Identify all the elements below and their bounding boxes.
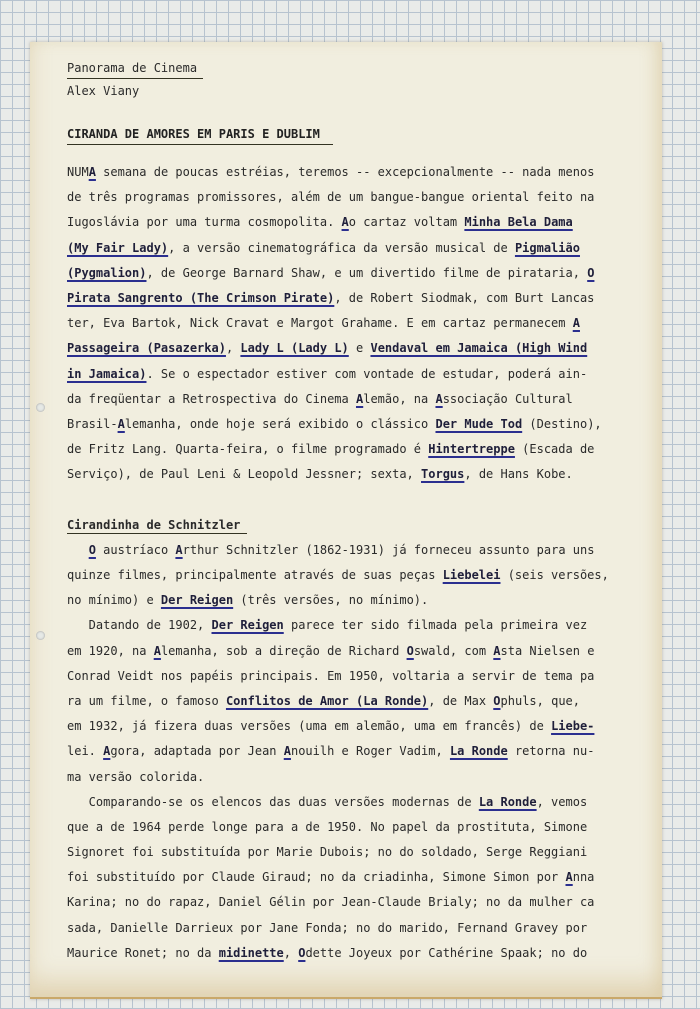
underlined-title: O (298, 945, 306, 960)
typewritten-page (30, 42, 662, 999)
text-line: em 1932, já fizera duas versões (uma em alemão, uma em francês) de Liebe- (67, 719, 595, 734)
text-line: de três programas promissores, além de um bangue-bangue oriental feito na (67, 190, 595, 205)
text-line: NUMA semana de poucas estréias, teremos -- excepcionalmente -- nada menos (67, 165, 595, 179)
underlined-title: midinette (218, 945, 284, 960)
text-line: Passageira (Pasazerka), Lady L (Lady L) e Vendaval em Jamaica (High Wind (67, 341, 588, 356)
underlined-title: Minha Bela Dama (464, 215, 573, 230)
underlined-title: A (103, 744, 111, 759)
underlined-title: (My Fair Lady) (67, 240, 169, 255)
underlined-title: A (435, 391, 443, 406)
underlined-title: A (88, 165, 96, 179)
text-line: Iugoslávia por uma turma cosmopolita. Ao cartaz voltam Minha Bela Dama (67, 215, 573, 230)
text-line: Serviço), de Paul Leni & Leopold Jessner; sexta, Torgus, de Hans Kobe. (67, 467, 573, 482)
header-block (67, 60, 203, 100)
text-line: Brasil-Alemanha, onde hoje será exibido o clássico Der Mude Tod (Destino), (67, 416, 602, 431)
article-title: CIRANDA DE AMORES EM PARIS E DUBLIM (67, 127, 320, 141)
text-line: de Fritz Lang. Quarta-feira, o filme programado é Hintertreppe (Escada de (67, 442, 595, 457)
underlined-title: La Ronde (449, 744, 508, 759)
text-line: foi substituído por Claude Giraud; no da criadinha, Simone Simon por Anna (67, 870, 595, 885)
underlined-title: A (572, 316, 580, 331)
underlined-title: O (493, 693, 501, 708)
underlined-title: O (88, 542, 96, 557)
text-line (67, 487, 627, 512)
underlined-title: Conflitos de Amor (La Ronde) (225, 693, 429, 708)
text-line: Signoret foi substituída por Marie Dubois; no do soldado, Serge Reggiani (67, 845, 588, 860)
underlined-title: A (117, 416, 125, 431)
punch-hole (36, 403, 45, 412)
text-line: in Jamaica). Se o espectador estiver com vontade de estudar, poderá ain- (67, 366, 588, 381)
text-line: ra um filme, o famoso Conflitos de Amor (La Ronde), de Max Ophuls, que, (67, 693, 580, 708)
text-line: Maurice Ronet; no da midinette, Odette Joyeux por Cathérine Spaak; no do (67, 945, 588, 960)
text-line: em 1920, na Alemanha, sob a direção de Richard Oswald, com Asta Nielsen e (67, 643, 595, 658)
text-line (67, 513, 627, 538)
text-line: (Pygmalion), de George Barnard Shaw, e um divertido filme de pirataria, O (67, 265, 595, 280)
text-line: ma versão colorida. (67, 769, 205, 784)
underlined-title: Liebe- (551, 719, 595, 734)
text-line: lei. Agora, adaptada por Jean Anouilh e Roger Vadim, La Ronde retorna nu- (67, 744, 595, 759)
underlined-title: A (355, 391, 364, 406)
underlined-title: Torgus (421, 467, 465, 482)
underlined-title: Lady L (Lady L) (240, 341, 349, 356)
underlined-title: La Ronde (478, 794, 537, 809)
text-line: Conrad Veidt nos papéis principais. Em 1950, voltaria a servir de tema pa (67, 668, 595, 683)
underlined-title: Der Reigen (211, 618, 284, 633)
underlined-title: Pigmalião (514, 240, 580, 255)
underlined-title: A (175, 542, 183, 557)
underlined-title: Der Mude Tod (435, 416, 523, 431)
underlined-title: A (283, 744, 291, 759)
underlined-title: Passageira (Pasazerka) (67, 341, 226, 356)
header-rule (67, 78, 203, 79)
text-line: ter, Eva Bartok, Nick Cravat e Margot Grahame. E em cartaz permanecem A (67, 316, 580, 331)
text-line: sada, Danielle Darrieux por Jane Fonda; no do marido, Fernand Gravey por (67, 920, 588, 935)
underlined-title: A (565, 870, 573, 885)
subheading: Cirandinha de Schnitzler (67, 517, 241, 532)
text-line: (My Fair Lady), a versão cinematográfica da versão musical de Pigmalião (67, 240, 580, 255)
text-line: Comparando-se os elencos das duas versões modernas de La Ronde, vemos (67, 794, 588, 809)
underlined-title: in Jamaica) (67, 366, 147, 381)
column-name: Panorama de Cinema (67, 61, 198, 75)
underlined-title: A (153, 643, 161, 658)
text-line: Datando de 1902, Der Reigen parece ter sido filmada pela primeira vez (67, 618, 588, 633)
text-line: quinze filmes, principalmente através de suas peças Liebelei (seis versões, (67, 568, 609, 582)
article-body (67, 160, 627, 966)
punch-hole (36, 631, 45, 640)
text-line: Pirata Sangrento (The Crimson Pirate), de Robert Siodmak, com Burt Lancas (67, 290, 595, 305)
underlined-title: Pirata Sangrento (The Crimson Pirate) (67, 290, 335, 305)
underlined-title: A (493, 643, 501, 658)
text-line: Karina; no do rapaz, Daniel Gélin por Jean-Claude Brialy; no da mulher ca (67, 895, 595, 910)
text-line: da freqüentar a Retrospectiva do Cinema Alemão, na Associação Cultural (67, 391, 573, 406)
article-title-block (67, 127, 333, 145)
underlined-title: (Pygmalion) (67, 265, 147, 280)
underlined-title: Hintertreppe (428, 442, 515, 457)
text-line: no mínimo) e Der Reigen (três versões, no mínimo). (67, 593, 429, 608)
author-name: Alex Viany (67, 84, 140, 98)
subheading-rule (67, 533, 247, 534)
underlined-title: Vendaval em Jamaica (High Wind (370, 341, 588, 356)
text-line: O austríaco Arthur Schnitzler (1862-1931) já forneceu assunto para uns (88, 542, 595, 557)
underlined-title: Der Reigen (160, 593, 234, 608)
underlined-title: O (587, 265, 595, 280)
title-rule (67, 144, 333, 145)
text-line: que a de 1964 perde longe para a de 1950. No papel da prostituta, Simone (67, 819, 588, 834)
underlined-title: O (406, 643, 414, 658)
underlined-title: Liebelei (442, 568, 501, 582)
underlined-title: A (341, 215, 349, 230)
